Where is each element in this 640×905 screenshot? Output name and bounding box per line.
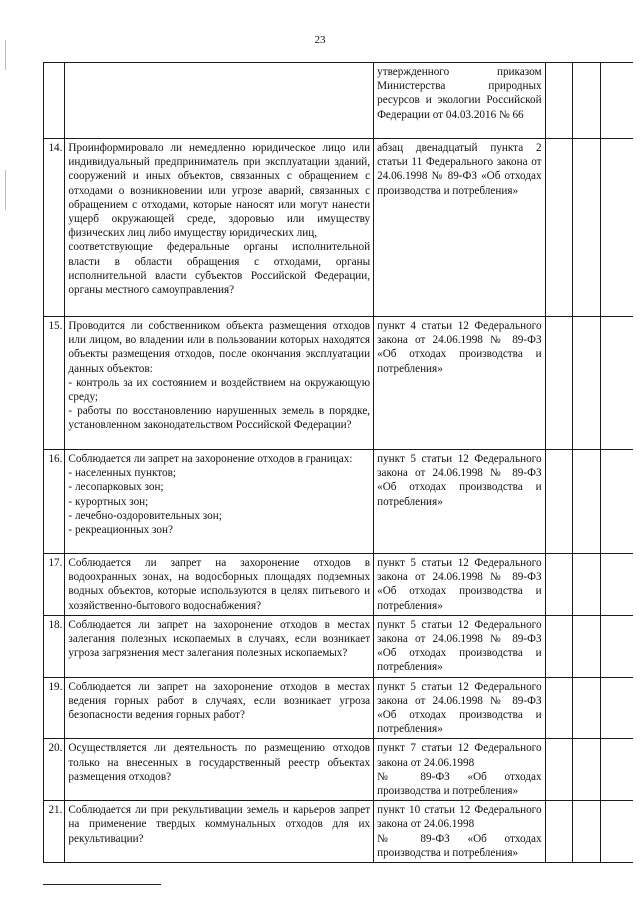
answer-cell-no[interactable]	[573, 450, 601, 554]
question-text: Соблюдается ли запрет на захоронение отходов в границах: - населенных пунктов; - лесопарковых зон; - курортных зон; - лечебно-оздоровительных зон; - рекреационных зон?	[65, 450, 374, 554]
row-number: 21.	[44, 801, 65, 863]
question-text	[65, 63, 374, 139]
question-text: Проинформировало ли немедленно юридическое лицо или индивидуальный предприниматель при эксплуатации зданий, сооружений и иных объектов, связанных с обращением с отходами о возникновении или угрозе аварий, связанных с обращением с отходами, которые наносят или могут нанести ущерб окружающей среде, здоровью или имуществу физических лиц либо имуществу юридических лиц, соответствующие федеральные органы исполнительной власти в области обращения с отходами, органы исполнительной власти субъектов Российской Федерации, органы местного самоуправления?	[65, 139, 374, 317]
answer-cell-yes[interactable]	[545, 615, 573, 677]
answer-cell-yes[interactable]	[545, 450, 573, 554]
table-row	[44, 139, 634, 317]
legal-reference: пункт 5 статьи 12 Федерального закона от 24.06.1998 № 89-ФЗ «Об отходах производства и потребления»	[374, 450, 545, 554]
answer-cell-na[interactable]	[601, 63, 633, 139]
legal-reference: абзац двенадцатый пункта 2 статьи 11 Федерального закона от 24.06.1998 № 89-ФЗ «Об отходах производства и потребления»	[374, 139, 545, 317]
row-number: 20.	[44, 739, 65, 801]
row-number: 14.	[44, 139, 65, 317]
answer-cell-na[interactable]	[601, 739, 633, 801]
answer-cell-na[interactable]	[601, 317, 633, 450]
answer-cell-no[interactable]	[573, 554, 601, 616]
question-text: Соблюдается ли запрет на захоронение отходов в водоохранных зонах, на водосборных площадях подземных водных объектов, которые используются в целях питьевого и хозяйственно-бытового водоснабжения?	[65, 554, 374, 616]
answer-cell-no[interactable]	[573, 677, 601, 739]
scan-edge-mark	[5, 170, 6, 210]
page-number: 23	[314, 34, 326, 46]
table-row	[44, 317, 634, 450]
legal-reference: пункт 5 статьи 12 Федерального закона от 24.06.1998 № 89-ФЗ «Об отходах производства и потребления»	[374, 677, 545, 739]
table-row	[44, 615, 634, 677]
table-row	[44, 801, 634, 863]
answer-cell-na[interactable]	[601, 801, 633, 863]
footnote-divider	[43, 884, 161, 885]
answer-cell-na[interactable]	[601, 554, 633, 616]
answer-cell-na[interactable]	[601, 615, 633, 677]
answer-cell-na[interactable]	[601, 450, 633, 554]
table-row	[44, 450, 634, 554]
table-row	[44, 739, 634, 801]
row-number: 15.	[44, 317, 65, 450]
legal-reference: пункт 5 статьи 12 Федерального закона от 24.06.1998 № 89-ФЗ «Об отходах производства и потребления»	[374, 615, 545, 677]
legal-reference: пункт 7 статьи 12 Федерального закона от 24.06.1998 № 89-ФЗ «Об отходах производства и потребления»	[374, 739, 545, 801]
table-row	[44, 554, 634, 616]
row-number: 17.	[44, 554, 65, 616]
answer-cell-yes[interactable]	[545, 554, 573, 616]
answer-cell-yes[interactable]	[545, 317, 573, 450]
legal-reference: пункт 10 статьи 12 Федерального закона от 24.06.1998 № 89-ФЗ «Об отходах производства и потребления»	[374, 801, 545, 863]
answer-cell-yes[interactable]	[545, 63, 573, 139]
answer-cell-na[interactable]	[601, 139, 633, 317]
answer-cell-yes[interactable]	[545, 739, 573, 801]
table-row	[44, 677, 634, 739]
answer-cell-yes[interactable]	[545, 801, 573, 863]
row-number: 16.	[44, 450, 65, 554]
table-row	[44, 63, 634, 139]
row-number: 18.	[44, 615, 65, 677]
legal-reference: пункт 5 статьи 12 Федерального закона от 24.06.1998 № 89-ФЗ «Об отходах производства и потребления»	[374, 554, 545, 616]
question-text: Соблюдается ли запрет на захоронение отходов в местах ведения горных работ в случаях, если возникает угроза безопасности ведения горных работ?	[65, 677, 374, 739]
answer-cell-na[interactable]	[601, 677, 633, 739]
answer-cell-no[interactable]	[573, 317, 601, 450]
question-text: Осуществляется ли деятельность по размещению отходов только на внесенных в государственный реестр объектах размещения отходов?	[65, 739, 374, 801]
answer-cell-no[interactable]	[573, 63, 601, 139]
answer-cell-no[interactable]	[573, 615, 601, 677]
checklist-table	[43, 62, 633, 863]
answer-cell-no[interactable]	[573, 801, 601, 863]
legal-reference: пункт 4 статьи 12 Федерального закона от 24.06.1998 № 89-ФЗ «Об отходах производства и потребления»	[374, 317, 545, 450]
row-number: 19.	[44, 677, 65, 739]
question-text: Соблюдается ли при рекультивации земель и карьеров запрет на применение твердых коммунальных отходов для их рекультивации?	[65, 801, 374, 863]
answer-cell-yes[interactable]	[545, 139, 573, 317]
question-text: Соблюдается ли запрет на захоронение отходов в местах залегания полезных ископаемых в случаях, если возникает угроза загрязнения мест залегания полезных ископаемых?	[65, 615, 374, 677]
question-text: Проводится ли собственником объекта размещения отходов или лицом, во владении или в пользовании которых находятся объекты размещения отходов, после окончания эксплуатации данных объектов: - контроль за их состоянием и воздействием на окружающую среду; - работы по восстановлению нарушенных земель в порядке, установленном законодательством Российской Федерации?	[65, 317, 374, 450]
answer-cell-no[interactable]	[573, 139, 601, 317]
legal-reference: утвержденного приказом Министерства природных ресурсов и экологии Российской Федерации от 04.03.2016 № 66	[374, 63, 545, 139]
answer-cell-no[interactable]	[573, 739, 601, 801]
row-number	[44, 63, 65, 139]
answer-cell-yes[interactable]	[545, 677, 573, 739]
